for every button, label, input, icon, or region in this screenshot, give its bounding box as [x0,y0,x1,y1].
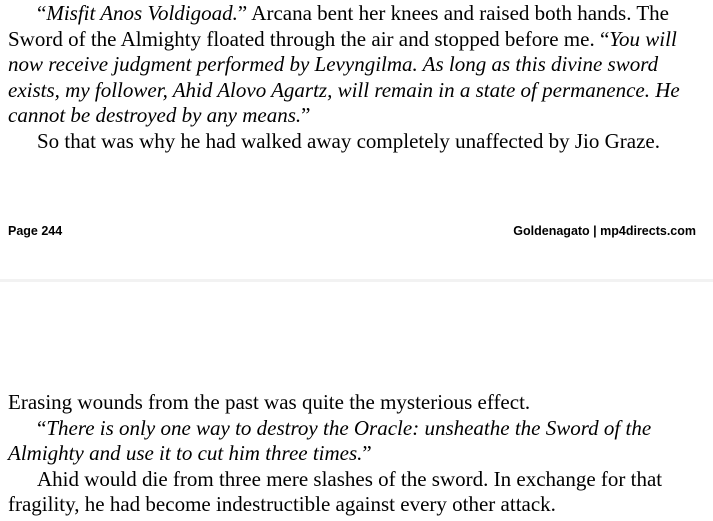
text-run-italic: You will now receive judgment performed by Levyngilma. As long as this divine sword exists, my follower, Ahid Alovo Agartz, will remain in a state of permanence. He cannot be destroyed by any means. [8,26,680,128]
text-run: ” [362,441,372,466]
text-run: “ [37,415,47,440]
text-run: Ahid would die from three mere slashes of the sword. In exchange for that fragility, he had become indestructible against every other attack. [8,466,663,517]
text-run-italic: Misfit Anos Voldigoad. [46,1,238,25]
text-run: So that was why he had walked away completely unaffected by Jio Graze. [37,128,660,153]
text-run: ” [301,103,311,128]
text-run: Erasing wounds from the past was quite the mysterious effect. [8,390,531,414]
document-page-bottom [0,283,713,521]
text-run: ” Arcana bent her knees and raised both hands. The Sword of the Almighty floated through the air and stopped before me. “ [8,1,670,51]
paragraph-jio-graze [8,129,698,155]
page-divider [0,279,713,282]
paragraph-destroy-oracle [8,416,698,467]
page-number: Page 244 [8,224,63,238]
paragraph-ahid-fragility [8,467,698,518]
page-credit: Goldenagato | mp4directs.com [513,224,696,238]
paragraph-arcana-judgment [8,1,698,129]
text-run-italic: There is only one way to destroy the Oracle: unsheathe the Sword of the Almighty and use it to cut him three times. [8,415,652,466]
paragraph-erasing-wounds [8,390,698,416]
page-top-body [8,1,698,155]
text-run: “ [37,1,47,25]
page-bottom-body [8,390,698,518]
